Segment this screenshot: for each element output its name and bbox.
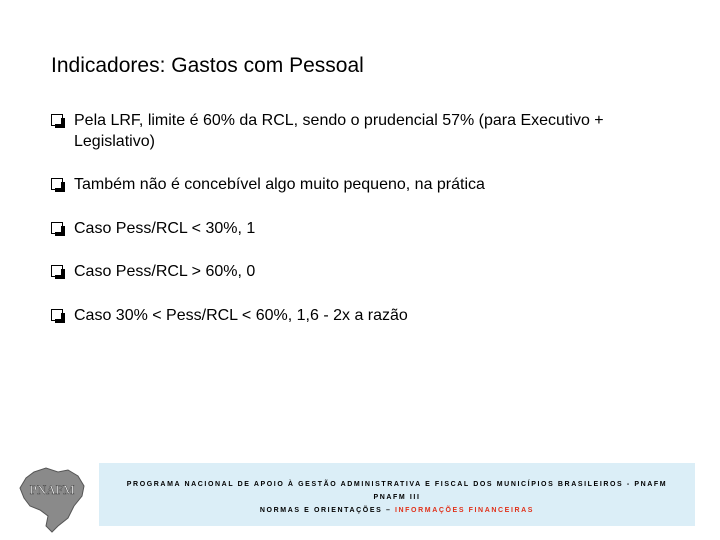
brazil-map-shape: [20, 468, 84, 532]
bullet-item: [51, 261, 674, 282]
logo-text: PNAFM: [29, 482, 75, 497]
square-bullet-icon: [51, 265, 63, 277]
square-bullet-icon: [51, 309, 63, 321]
square-bullet-icon: [51, 222, 63, 234]
bullet-item: [51, 218, 674, 239]
bullet-text: Caso 30% < Pess/RCL < 60%, 1,6 - 2x a razão: [74, 307, 408, 324]
bullet-item: [51, 174, 674, 195]
footer-section-prefix: NORMAS E ORIENTAÇÕES –: [259, 507, 395, 514]
pnafm-logo: [12, 466, 92, 534]
bullet-text: Também não é concebível algo muito pequeno, na prática: [74, 176, 485, 193]
bullet-text: Caso Pess/RCL < 30%, 1: [74, 220, 256, 237]
square-bullet-icon: [51, 114, 63, 126]
slide-title: Indicadores: Gastos com Pessoal: [51, 54, 364, 77]
bullet-item: [51, 305, 674, 326]
bullet-text: Pela LRF, limite é 60% da RCL, sendo o prudencial 57% (para Executivo + Legislativo): [74, 112, 604, 150]
footer-band: [99, 463, 695, 526]
square-bullet-icon: [51, 178, 63, 190]
bullet-text: Caso Pess/RCL > 60%, 0: [74, 263, 256, 280]
footer-section-highlight: INFORMAÇÕES FINANCEIRAS: [394, 507, 535, 514]
footer-program-name: PROGRAMA NACIONAL DE APOIO À GESTÃO ADMINISTRATIVA E FISCAL DOS MUNICÍPIOS BRASILEIROS - PNAFM: [126, 481, 668, 488]
footer-section: [99, 507, 695, 514]
bullet-item: [51, 110, 674, 152]
footer-program-phase: PNAFM III: [373, 494, 421, 501]
